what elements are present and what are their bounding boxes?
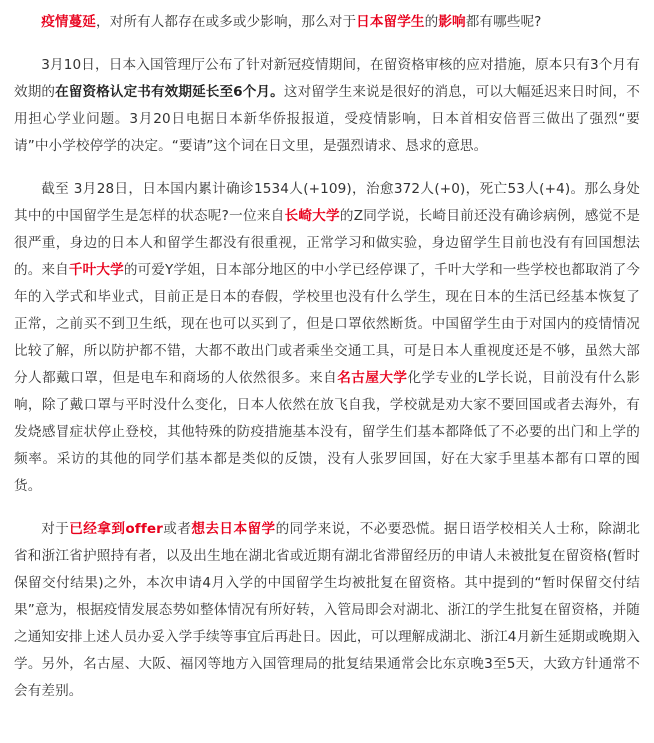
- university-name: 千叶大学: [68, 262, 124, 278]
- text-run: 的Z同学说，长崎目前还没有确诊病例，感觉不是很严重，身边的日本人和留学生都没有很重视，正常学习和做实验，身边留学生目前也没有有回国想法的。来自: [14, 208, 640, 278]
- highlight-keyword: 疫情蔓延: [41, 14, 96, 30]
- text-run: ，对所有人都存在或多或少影响，那么对于: [95, 14, 357, 30]
- text-run: 这对留学生来说是很好的消息，可以大幅延迟来日时间，不用担心学业问题。3月20日电据日本新华侨报报道，受疫情影响，日本首相安倍晋三做出了强烈“要请”中小学校停学的决定。“要请”这个词在日文里，是强烈请求、恳求的意思。: [14, 84, 640, 154]
- text-run: 的: [424, 14, 439, 30]
- paragraph-intro: [14, 9, 640, 36]
- university-name: 长崎大学: [284, 208, 340, 224]
- paragraph-policy: [14, 52, 640, 160]
- text-run: 化学专业的L学长说，目前没有什么影响，除了戴口罩与平时没什么变化，日本人依然在放飞自我，学校就是劝大家不要回国或者去海外，有发烧感冒症状停止登校，其他特殊的防疫措施基本没有，留学生们基本都降低了不必要的出门和上学的频率。采访的其他的同学们基本都是类似的反馈，没有人张罗回国，好在大家手里基本都有口罩的囤货。: [14, 370, 640, 494]
- highlight-keyword: 已经拿到offer: [69, 521, 163, 537]
- text-run: 对于: [41, 521, 70, 537]
- highlight-keyword: 想去日本留学: [191, 521, 276, 537]
- text-run: 都有哪些呢?: [465, 14, 542, 30]
- paragraph-student-interviews: [14, 176, 640, 500]
- bold-statement: 在留资格认定书有效期延长至6个月。: [55, 84, 284, 100]
- text-run: 的可爱Y学姐，日本部分地区的中小学已经停课了，千叶大学和一些学校也都取消了今年的入学式和毕业式，目前正是日本的春假，学校里也没有什么学生，现在日本的生活已经基本恢复了正常，之前买不到卫生纸，现在也可以买到了，但是口罩依然断货。中国留学生由于对国内的疫情情况比较了解，所以防护都不错，大都不敢出门或者乘坐交通工具，可是日本人重视度还是不够，虽然大部分人都戴口罩，但是电车和商场的人依然很多。来自: [14, 262, 640, 386]
- highlight-keyword: 日本留学生: [356, 14, 425, 30]
- paragraph-advice: [14, 516, 640, 705]
- text-run: 或者: [162, 521, 192, 537]
- text-run: 的同学来说，不必要恐慌。据日语学校相关人士称，除湖北省和浙江省护照持有者，以及出生地在湖北省或近期有湖北省滞留经历的申请人未被批复在留资格(暂时保留交付结果)之外，本次申请4月入学的中国留学生均被批复在留资格。其中提到的“暂时保留交付结果”意为，根据疫情发展态势如整体情况有所好转，入管局即会对湖北、浙江的学生批复在留资格，并随之通知安排上述人员办妥入学手续等事宜后再赴日。因此，可以理解成湖北、浙江4月新生延期或晚期入学。另外，名古屋、大阪、福冈等地方入国管理局的批复结果通常会比东京晚3至5天，大致方针通常不会有差别。: [14, 521, 640, 699]
- text-run: 截至 3月28日，日本国内累计确诊1534人(+109)，治愈372人(+0)，死亡53人(+4)。那么身处其中的中国留学生是怎样的状态呢?一位来自: [14, 181, 640, 224]
- text-run: 3月10日，日本入国管理厅公布了针对新冠疫情期间，在留资格审核的应对措施，原本只有3个月有效期的: [14, 57, 640, 100]
- highlight-keyword: 影响: [438, 14, 466, 30]
- university-name: 名古屋大学: [337, 370, 408, 386]
